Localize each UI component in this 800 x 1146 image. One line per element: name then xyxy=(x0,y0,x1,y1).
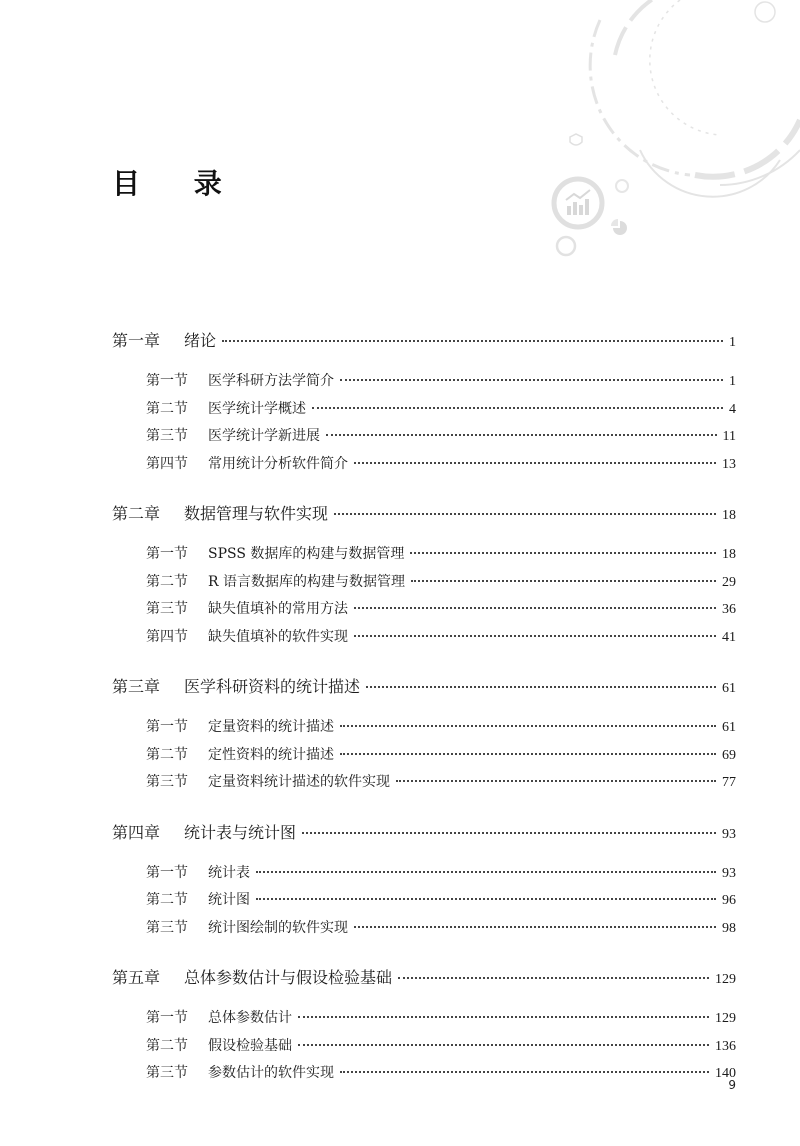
chapter-entry[interactable] xyxy=(112,501,736,527)
chapter-number: 第二章 xyxy=(112,504,161,523)
dot-leader xyxy=(298,1044,709,1046)
chapter-block xyxy=(112,501,736,653)
dot-leader xyxy=(298,1016,709,1018)
section-entry[interactable] xyxy=(112,453,736,481)
section-page: 41 xyxy=(722,629,736,645)
section-number: 第三节 xyxy=(146,601,188,617)
section-number: 第一节 xyxy=(146,546,188,562)
chapter-number: 第一章 xyxy=(112,331,161,350)
section-page: 61 xyxy=(722,720,736,735)
dot-leader xyxy=(340,725,716,727)
section-title: 缺失值填补的软件实现 xyxy=(208,628,348,645)
section-page: 136 xyxy=(715,1038,736,1054)
section-number: 第三节 xyxy=(146,428,188,444)
section-title: 医学科研方法学简介 xyxy=(208,373,334,389)
ring-icon xyxy=(557,237,575,255)
section-title: 总体参数估计 xyxy=(208,1010,292,1026)
section-title: 统计表 xyxy=(208,864,250,881)
table-of-contents xyxy=(112,328,736,1111)
section-number: 第一节 xyxy=(146,864,188,881)
section-entry[interactable] xyxy=(112,862,736,890)
section-title: R 语言数据库的构建与数据管理 xyxy=(208,573,405,590)
chapter-block xyxy=(112,674,736,799)
dot-leader xyxy=(326,434,717,436)
ring-icon xyxy=(616,180,628,192)
chapter-page: 129 xyxy=(715,972,736,987)
section-entry[interactable] xyxy=(112,398,736,426)
dot-leader xyxy=(302,832,716,834)
section-number: 第一节 xyxy=(146,719,188,735)
dot-leader xyxy=(340,379,723,381)
section-entry[interactable] xyxy=(112,370,736,398)
section-number: 第二节 xyxy=(146,573,188,590)
section-title: SPSS 数据库的构建与数据管理 xyxy=(208,546,405,562)
dot-leader xyxy=(340,1071,709,1073)
section-title: 定量资料的统计描述 xyxy=(208,719,334,735)
section-entry[interactable] xyxy=(112,1035,736,1063)
section-title: 定量资料统计描述的软件实现 xyxy=(208,774,390,790)
page-number: 9 xyxy=(728,1078,736,1092)
section-page: 93 xyxy=(722,865,736,881)
chapter-title: 统计表与统计图 xyxy=(184,822,297,842)
section-entry[interactable] xyxy=(112,917,736,945)
chapter-block xyxy=(112,328,736,480)
section-entry[interactable] xyxy=(112,771,736,799)
chapter-entry[interactable] xyxy=(112,820,736,846)
section-entry[interactable] xyxy=(112,889,736,917)
section-entry[interactable] xyxy=(112,571,736,599)
section-page: 29 xyxy=(722,574,736,590)
chapter-page: 1 xyxy=(729,335,736,350)
section-number: 第二节 xyxy=(146,746,188,763)
section-page: 18 xyxy=(722,547,736,562)
chapter-page: 93 xyxy=(722,826,736,842)
chapter-block xyxy=(112,820,736,945)
chapter-title: 总体参数估计与假设检验基础 xyxy=(184,968,393,987)
section-number: 第四节 xyxy=(146,628,188,645)
section-title: 定性资料的统计描述 xyxy=(208,746,334,763)
section-number: 第四节 xyxy=(146,455,188,472)
section-page: 11 xyxy=(722,429,736,444)
dot-leader xyxy=(398,977,709,979)
dot-leader xyxy=(411,580,716,582)
chapter-title: 医学科研资料的统计描述 xyxy=(184,677,361,696)
section-title: 统计图绘制的软件实现 xyxy=(208,919,348,936)
chapter-page: 61 xyxy=(722,681,736,696)
dot-leader xyxy=(334,513,716,515)
section-entry[interactable] xyxy=(112,744,736,772)
section-title: 常用统计分析软件简介 xyxy=(208,455,348,472)
dot-leader xyxy=(222,340,723,342)
section-page: 13 xyxy=(722,456,736,472)
section-entry[interactable] xyxy=(112,626,736,654)
section-number: 第二节 xyxy=(146,1037,188,1054)
section-title: 参数估计的软件实现 xyxy=(208,1065,334,1081)
section-title: 统计图 xyxy=(208,892,250,908)
section-page: 140 xyxy=(715,1066,736,1081)
chapter-number: 第四章 xyxy=(112,822,161,842)
dot-leader xyxy=(366,686,716,688)
section-entry[interactable] xyxy=(112,716,736,744)
section-number: 第三节 xyxy=(146,1065,188,1081)
shield-icon xyxy=(570,134,582,145)
section-entry[interactable] xyxy=(112,425,736,453)
chapter-title: 数据管理与软件实现 xyxy=(184,504,329,523)
section-page: 77 xyxy=(722,775,736,790)
chapter-block xyxy=(112,965,736,1090)
dot-leader xyxy=(354,462,716,464)
dot-leader xyxy=(312,407,723,409)
dot-leader xyxy=(340,753,716,755)
section-number: 第三节 xyxy=(146,774,188,790)
section-page: 36 xyxy=(722,602,736,617)
chart-circle-icon xyxy=(554,179,602,227)
dot-leader xyxy=(396,780,716,782)
section-number: 第二节 xyxy=(146,400,188,417)
section-entry[interactable] xyxy=(112,543,736,571)
decorative-circles xyxy=(540,0,800,270)
section-page: 4 xyxy=(729,401,736,417)
chapter-entry[interactable] xyxy=(112,674,736,700)
chapter-page: 18 xyxy=(722,508,736,523)
chapter-entry[interactable] xyxy=(112,328,736,354)
chapter-entry[interactable] xyxy=(112,965,736,991)
page-title: 目 录 xyxy=(112,167,244,200)
dot-leader xyxy=(256,898,716,900)
section-entry[interactable] xyxy=(112,1062,736,1090)
section-number: 第三节 xyxy=(146,919,188,936)
dot-leader xyxy=(354,635,716,637)
pie-chart-icon xyxy=(611,219,627,235)
section-title: 假设检验基础 xyxy=(208,1037,292,1054)
dot-leader xyxy=(354,607,716,609)
dot-leader xyxy=(256,871,716,873)
section-title: 医学统计学概述 xyxy=(208,400,306,417)
section-title: 缺失值填补的常用方法 xyxy=(208,601,348,617)
section-page: 1 xyxy=(729,374,736,389)
section-title: 医学统计学新进展 xyxy=(208,428,320,444)
section-page: 96 xyxy=(722,893,736,908)
chapter-number: 第五章 xyxy=(112,968,161,987)
section-entry[interactable] xyxy=(112,598,736,626)
chapter-title: 绪论 xyxy=(184,331,217,350)
section-page: 98 xyxy=(722,920,736,936)
section-number: 第二节 xyxy=(146,892,188,908)
section-number: 第一节 xyxy=(146,1010,188,1026)
section-page: 129 xyxy=(715,1011,736,1026)
dot-leader xyxy=(410,552,716,554)
chapter-number: 第三章 xyxy=(112,677,161,696)
dot-leader xyxy=(354,926,716,928)
section-page: 69 xyxy=(722,747,736,763)
section-entry[interactable] xyxy=(112,1007,736,1035)
section-number: 第一节 xyxy=(146,373,188,389)
